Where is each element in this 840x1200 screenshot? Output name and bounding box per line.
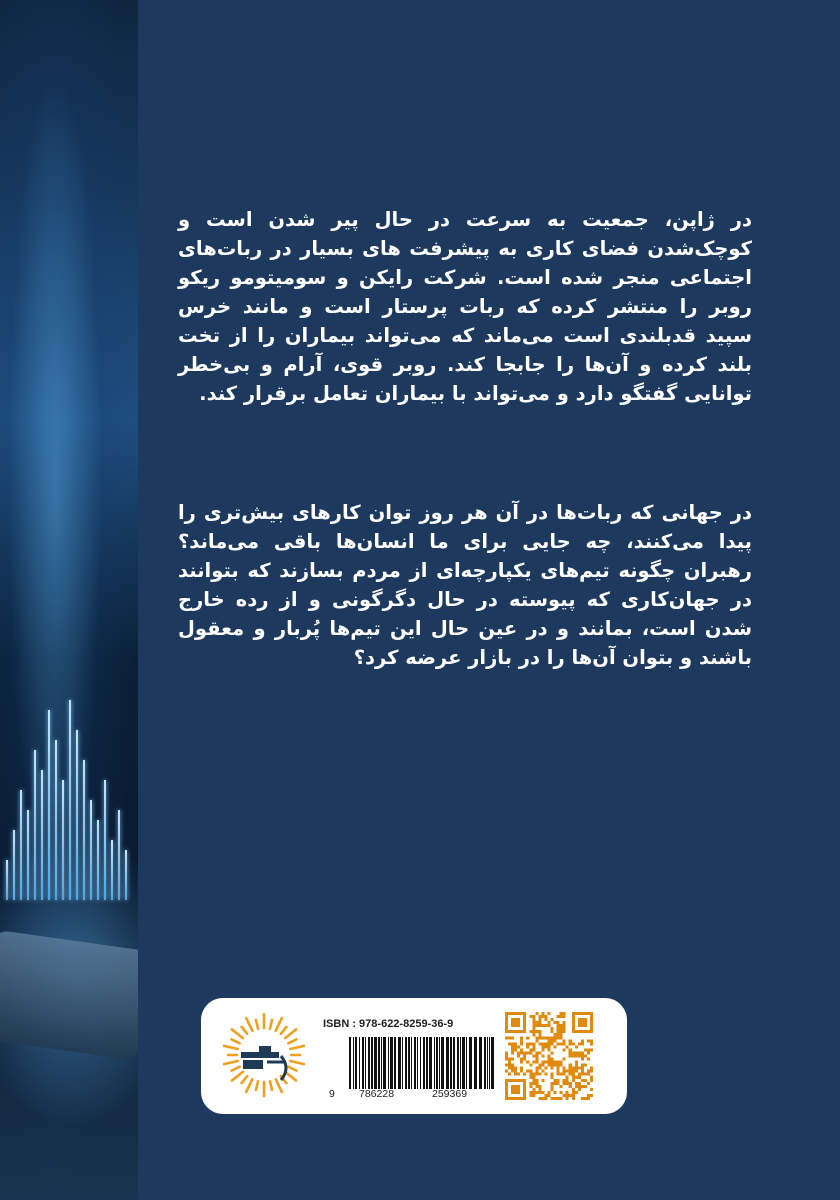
barcode-icon — [347, 1037, 497, 1089]
light-bar — [76, 730, 78, 900]
light-bar — [104, 780, 106, 900]
light-bar — [34, 750, 36, 900]
light-bar — [13, 830, 15, 900]
light-bar — [41, 770, 43, 900]
light-bar — [62, 780, 64, 900]
light-bar — [27, 810, 29, 900]
light-bar — [48, 710, 50, 900]
light-bar — [90, 800, 92, 900]
publisher-logo-icon — [219, 1006, 309, 1104]
light-bar — [118, 810, 120, 900]
cover-device-shape — [0, 929, 138, 1062]
light-bar — [97, 820, 99, 900]
isbn-card — [201, 998, 627, 1114]
cover-light-bars — [0, 680, 138, 900]
isbn-text: ISBN : 978-622-8259-36-9 — [323, 1018, 454, 1030]
cover-spine-image — [0, 0, 138, 1200]
barcode-left-digits: 786228 — [359, 1088, 395, 1100]
light-bar — [69, 700, 71, 900]
light-bar — [6, 860, 8, 900]
light-bar — [83, 760, 85, 900]
description-paragraph-2 — [178, 498, 752, 672]
light-bar — [111, 840, 113, 900]
paragraph-text: در ژاپن، جمعیت به سرعت در حال پیر شدن است و کوچک‌شدن فضای کاری به پیشرفت های بسیار در ربات‌های اجتماعی منجر شده است. شرکت رایکن و سومیتومو ریکو روبر را منتشر کرده که ربات پرستار است و مانند خرس سپید قدبلندی است می‌ماند که می‌تواند بیماران را از تخت بلند کرده و آن‌ها را جابجا کند. روبر قوی، آرام و بی‌خطر توانایی گفتگو دارد و می‌تواند با بیماران تعامل برقرار کند. — [178, 208, 752, 405]
qr-code-icon — [505, 1012, 593, 1100]
light-bar — [55, 740, 57, 900]
barcode-first-digit: 9 — [329, 1088, 335, 1100]
light-bar — [125, 850, 127, 900]
barcode-right-digits: 259369 — [432, 1088, 468, 1100]
description-paragraph-1 — [178, 205, 752, 408]
light-bar — [20, 790, 22, 900]
paragraph-text: در جهانی که ربات‌ها در آن هر روز توان کارهای بیش‌تری را پیدا می‌کنند، چه جایی برای ما انسان‌ها باقی می‌ماند؟ رهبران چگونه تیم‌های یکپارچه‌ای از مردم بسازند که بتوانند در جهان‌کاری که پیوسته در حال دگرگونی و از رده خارج شدن است، بمانند و در عین حال این تیم‌ها پُربار و معقول باشند و بتوان آن‌ها را در بازار عرضه کرد؟ — [178, 501, 752, 669]
